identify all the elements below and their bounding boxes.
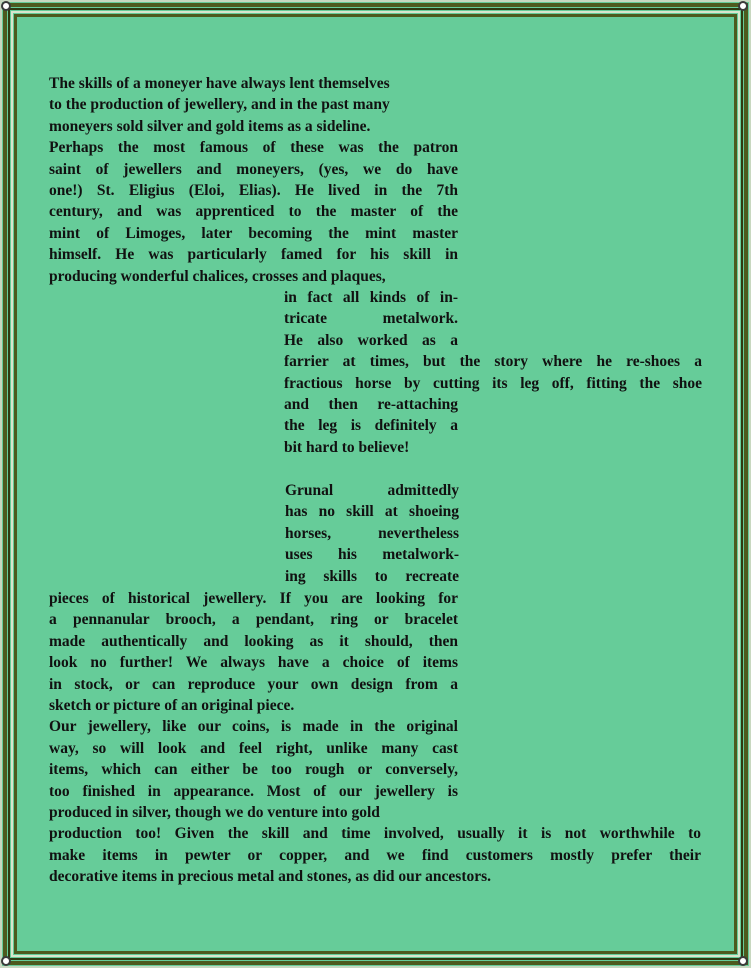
- text-line: decorative items in precious metal and stones, as did our ancestors.: [49, 868, 492, 886]
- text-line: in fact all kinds of in-: [284, 289, 458, 306]
- text-line: The skills of a moneyer have always lent themselves: [49, 75, 390, 92]
- text-line: production too! Given the skill and time involved, usually it is not worthwhile to: [49, 825, 701, 843]
- text-line: tricate metalwork.: [284, 310, 458, 328]
- text-line: a pennanular brooch, a pendant, ring or bracelet: [49, 611, 458, 629]
- text-line: ing skills to recreate: [285, 567, 459, 585]
- text-line: bit hard to believe!: [284, 438, 410, 456]
- corner-ornament-icon: [738, 1, 748, 11]
- text-line: and then re-attaching: [284, 395, 458, 413]
- text-line: fractious horse by cutting its leg off, fitting the shoe: [284, 374, 702, 392]
- text-line: Grunal admittedly: [285, 482, 459, 499]
- text-line: horses, nevertheless: [285, 524, 459, 542]
- corner-ornament-icon: [738, 956, 748, 966]
- article-paragraph-eligius: [49, 73, 458, 287]
- corner-ornament-icon: [1, 1, 11, 11]
- text-line: items, which can either be too rough or conversely,: [49, 761, 458, 779]
- text-line: too finished in appearance. Most of our jewellery is: [49, 782, 458, 800]
- text-line: look no further! We always have a choice of items: [49, 654, 458, 672]
- text-line: produced in silver, though we do venture into gold: [49, 803, 380, 821]
- text-line: make items in pewter or copper, and we find customers mostly prefer their: [49, 846, 701, 864]
- text-line: farrier at times, but the story where he re-shoes a: [284, 353, 702, 371]
- text-line: century, and was apprenticed to the master of the: [49, 203, 458, 221]
- corner-ornament-icon: [1, 956, 11, 966]
- text-line: himself. He was particularly famed for his skill in: [49, 246, 458, 264]
- text-line: has no skill at shoeing: [285, 503, 459, 521]
- text-line: He also worked as a: [284, 331, 458, 349]
- text-line: Our jewellery, like our coins, is made in the original: [49, 718, 458, 736]
- text-line: in stock, or can reproduce your own design from a: [49, 675, 458, 693]
- text-line: Perhaps the most famous of these was the patron: [49, 139, 458, 157]
- text-line: made authentically and looking as it should, then: [49, 632, 458, 650]
- text-line: one!) St. Eligius (Eloi, Elias). He lived in the 7th: [49, 181, 458, 199]
- text-line: pieces of historical jewellery. If you are looking for: [49, 590, 458, 607]
- text-line: the leg is definitely a: [284, 417, 458, 435]
- text-line: sketch or picture of an original piece.: [49, 696, 295, 714]
- text-line: moneyers sold silver and gold items as a sideline.: [49, 117, 371, 135]
- text-line: mint of Limoges, later becoming the mint master: [49, 224, 458, 242]
- text-line: way, so will look and feel right, unlike many cast: [49, 739, 458, 757]
- article-paragraph-jewellery: [49, 588, 701, 887]
- article-paragraph-grunal: [285, 480, 459, 587]
- text-line: to the production of jewellery, and in the past many: [49, 96, 390, 114]
- text-line: uses his metalwork-: [285, 546, 459, 564]
- article-paragraph-farrier: [284, 287, 702, 458]
- text-line: producing wonderful chalices, crosses and plaques,: [49, 267, 386, 285]
- text-line: saint of jewellers and moneyers, (yes, we do have: [49, 160, 458, 178]
